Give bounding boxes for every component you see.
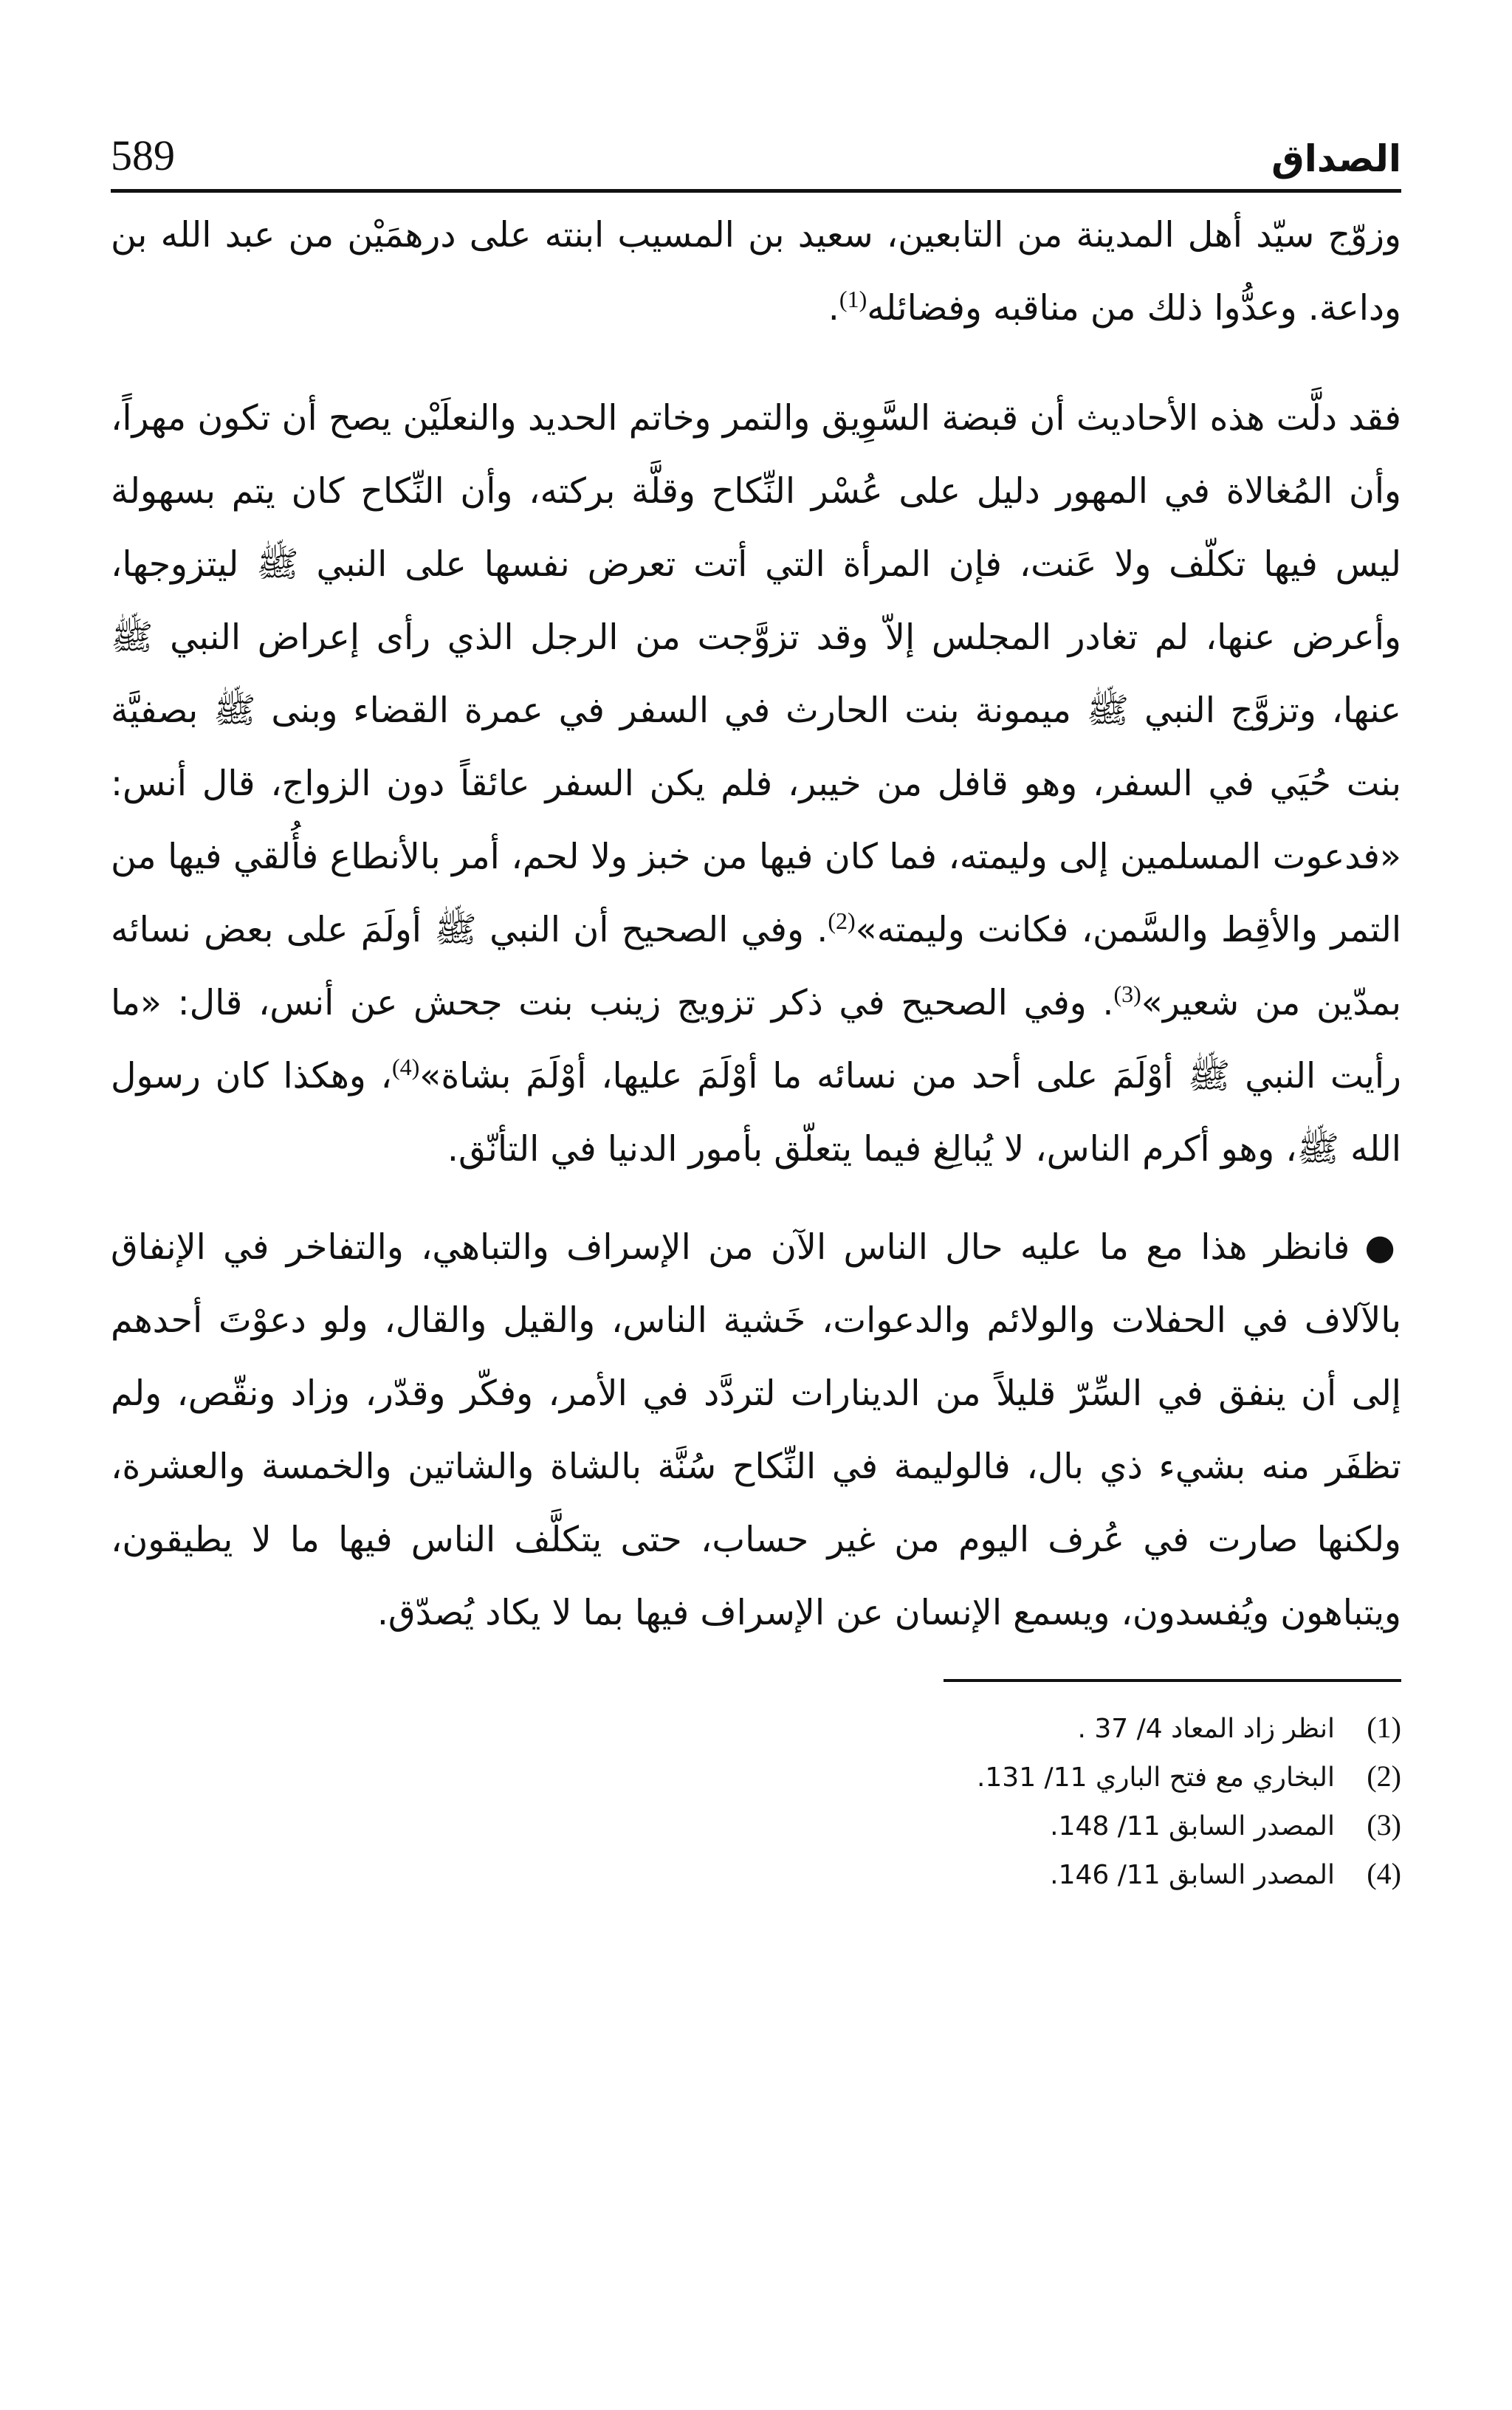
paragraph-2 (111, 382, 1401, 1186)
footnotes (111, 1704, 1401, 1899)
footnote-text: المصدر السابق 11/ 146. (1050, 1860, 1335, 1890)
page-header (111, 103, 1401, 180)
footnote-ref-2[interactable]: (2) (828, 907, 856, 935)
footnote-rule (944, 1679, 1401, 1682)
footnote-ref-3[interactable]: (3) (1113, 981, 1141, 1008)
bullet-icon: ● (1364, 1227, 1401, 1268)
footnote-text: انظر زاد المعاد 4/ 37 . (1077, 1714, 1335, 1744)
footnote-text: البخاري مع فتح الباري 11/ 131. (976, 1762, 1335, 1793)
paragraph-2-part-b: . وفي الصحيح أن النبي ﷺ أولَمَ على بعض نسائه بمدّين من شعير» (111, 910, 1401, 1023)
footnote-text: المصدر السابق 11/ 148. (1050, 1811, 1335, 1841)
footnote-number: (3) (1367, 1808, 1401, 1841)
footnote-number: (4) (1367, 1857, 1401, 1890)
paragraph-3-text: فانظر هذا مع ما عليه حال الناس الآن من الإسراف والتباهي، والتفاخر في الإنفاق بالآلاف في الحفلات والولائم والدعوات، خَشية الناس، والقيل والقال، ولو دعوْتَ أحدهم إلى أن ينفق في السِّرّ قليلاً من الدينارات لتردَّد في الأمر، وفكّر وقدّر، وزاد ونقّص، ولم تظفَر منه بشيء ذي بال، فالوليمة في النِّكاح سُنَّة بالشاة والشاتين والخمسة والعشرة، ولكنها صارت في عُرف اليوم من غير حساب، حتى يتكلَّف الناس فيها ما لا يطيقون، ويتباهون ويُفسدون، ويسمع الإنسان عن الإسراف فيها بما لا يكاد يُصدّق. (111, 1227, 1401, 1633)
paragraph-1 (111, 199, 1401, 345)
paragraph-3 (111, 1211, 1401, 1649)
footnote-2 (111, 1753, 1401, 1802)
footnote-4 (111, 1850, 1401, 1899)
paragraph-2-part-d: ، وهكذا كان رسول الله ﷺ، وهو أكرم الناس، لا يُبالِغ فيما يتعلّق بأمور الدنيا في التأنّق. (111, 1056, 1401, 1170)
footnote-ref-4[interactable]: (4) (391, 1054, 420, 1081)
paragraph-1-text: وزوّج سيّد أهل المدينة من التابعين، سعيد بن المسيب ابنته على درهمَيْن من عبد الله بن وداعة. وعدُّوا ذلك من مناقبه وفضائله (111, 215, 1401, 329)
page-number: 589 (111, 131, 175, 179)
footnote-ref-1[interactable]: (1) (839, 286, 867, 313)
footnote-number: (2) (1367, 1760, 1401, 1793)
header-rule (111, 189, 1401, 193)
paragraph-1-tail: . (828, 288, 839, 329)
paragraph-2-part-a: فقد دلَّت هذه الأحاديث أن قبضة السَّوِيق والتمر وخاتم الحديد والنعلَيْن يصح أن تكون مهراً، وأن المُغالاة في المهور دليل على عُسْر النِّكاح وقلَّة بركته، وأن النِّكاح كان يتم بسهولة ليس فيها تكلّف ولا عَنت، فإن المرأة التي أتت تعرض نفسها على النبي ﷺ ليتزوجها، وأعرض عنها، لم تغادر المجلس إلاّ وقد تزوَّجت من الرجل الذي رأى إعراض النبي ﷺ عنها، وتزوَّج النبي ﷺ ميمونة بنت الحارث في السفر في عمرة القضاء وبنى ﷺ بصفيَّة بنت حُيَي في السفر، وهو قافل من خيبر، فلم يكن السفر عائقاً دون الزواج، قال أنس: «فدعوت المسلمين إلى وليمته، فما كان فيها من خبز ولا لحم، أمر بالأنطاع فأُلقي فيها من التمر والأقِط والسَّمن، فكانت وليمته» (111, 398, 1402, 950)
body-text (111, 199, 1401, 1649)
footnote-1 (111, 1704, 1401, 1753)
paragraph-2-part-c: . وفي الصحيح في ذكر تزويج زينب بنت جحش عن أنس، قال: «ما رأيت النبي ﷺ أوْلَمَ على أحد من نسائه ما أوْلَمَ عليها، أوْلَمَ بشاة» (111, 983, 1401, 1096)
running-head: الصداق (1271, 137, 1401, 180)
footnote-3 (111, 1802, 1401, 1850)
footnote-number: (1) (1367, 1711, 1401, 1744)
